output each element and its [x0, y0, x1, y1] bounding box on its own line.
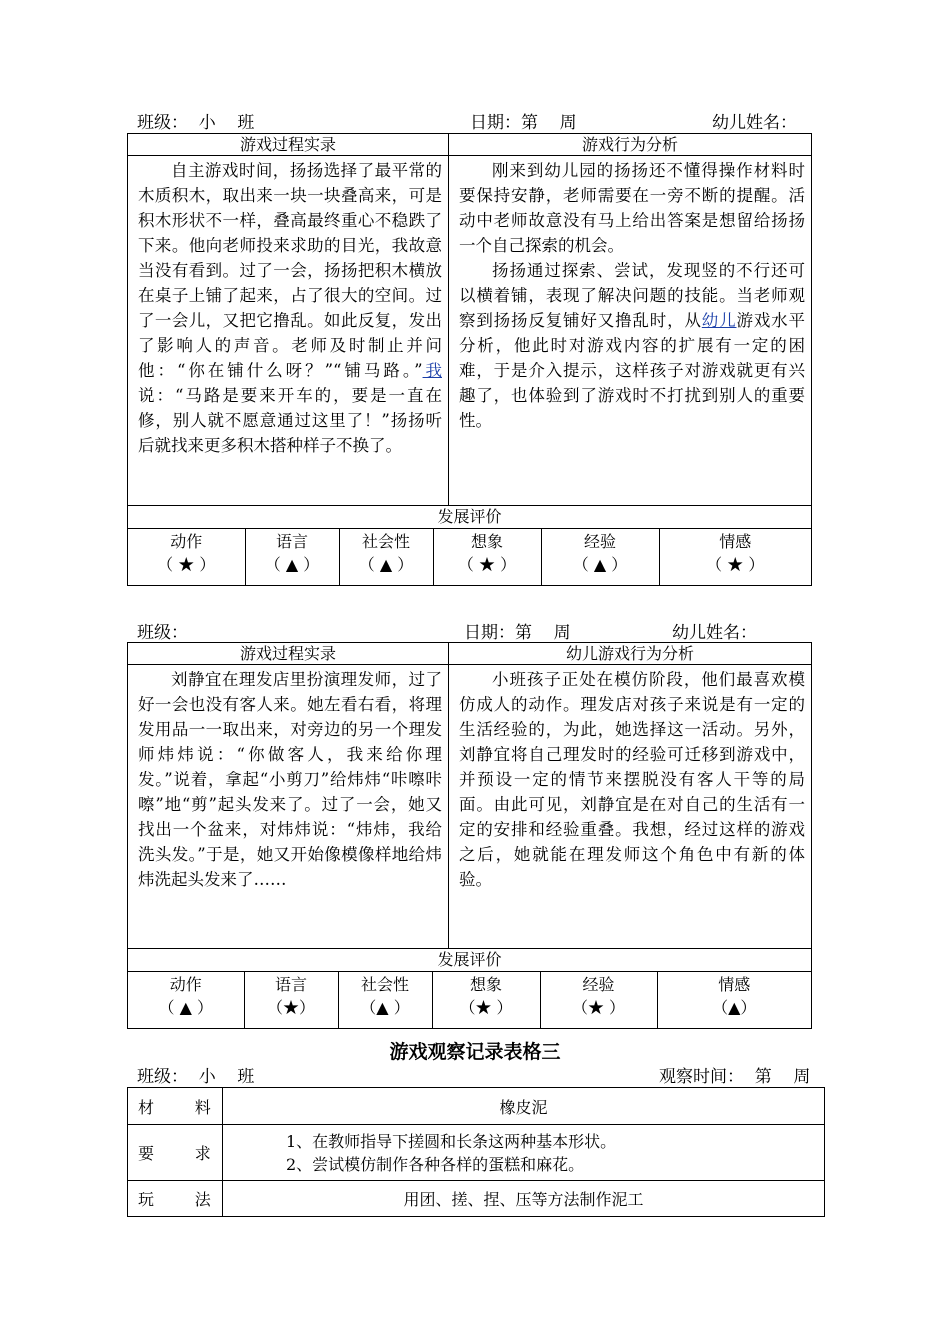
class-label: 班级： — [137, 623, 188, 643]
game-record-text: 刘静宜在理发店里扮演理发师，过了好一会也没有客人来。她左看右看，将理发用品一一取出来，对旁边的另一个理发师炜炜说：“你做客人，我来给你理发。”说着，拿起“小剪刀”给炜炜“咔嚓咔嚓”地“剪”起头发来了。过了一会，她又找出一个盆来，对炜炜说：“炜炜，我给洗头发。”于是，她又开始像模像样地给炜炜洗起头发来了…… — [128, 665, 449, 949]
eval-imagination: 想象 （★ ） — [432, 972, 540, 1028]
section3-header — [137, 1062, 827, 1086]
link-youer[interactable]: 幼儿 — [701, 311, 737, 330]
eval-imagination: 想象 （ ★ ） — [433, 529, 541, 585]
row-label-material: 材 料 — [128, 1088, 223, 1125]
requirement-line: 2、尝试模仿制作各种各样的蛋糕和麻花。 — [286, 1154, 585, 1174]
col-header-record: 游戏过程实录 — [128, 134, 449, 156]
section3-title: 游戏观察记录表格三 — [389, 1041, 561, 1063]
observation-time-label: 观察时间： 第 周 — [659, 1067, 811, 1087]
eval-experience: 经验 （ ▲ ） — [541, 529, 659, 585]
observation-table-3 — [127, 1087, 825, 1217]
col-header-record: 游戏过程实录 — [128, 643, 449, 665]
eval-emotion: 情感 （▲） — [712, 975, 757, 1017]
eval-language: 语言 （★） — [244, 972, 338, 1028]
eval-social: 社会性 （▲ ） — [338, 972, 432, 1028]
eval-social: 社会性 （ ▲ ） — [339, 529, 433, 585]
child-name-label: 幼儿姓名： — [712, 113, 797, 133]
eval-table-2 — [128, 972, 811, 1028]
eval-table-1 — [128, 529, 811, 585]
play-value: 用团、搓、捏、压等方法制作泥工 — [223, 1181, 825, 1217]
col-header-analysis: 幼儿游戏行为分析 — [449, 643, 812, 665]
class-label: 班级： 小 班 — [137, 1067, 255, 1087]
eval-emotion: 情感 （ ★ ） — [706, 532, 765, 574]
material-value: 橡皮泥 — [223, 1088, 825, 1125]
col-header-analysis: 游戏行为分析 — [449, 134, 812, 156]
eval-experience: 经验 （★ ） — [540, 972, 657, 1028]
observation-table-1 — [127, 133, 812, 586]
link-wo[interactable]: 我 — [422, 361, 442, 380]
requirement-value — [223, 1125, 825, 1181]
requirement-line: 1、在教师指导下搓圆和长条这两种基本形状。 — [286, 1131, 617, 1151]
observation-table-2 — [127, 642, 812, 1029]
class-label: 班级： 小 班 — [137, 113, 255, 133]
behavior-analysis-text: 小班孩子正处在模仿阶段，他们最喜欢模仿成人的动作。理发店对孩子来说是有一定的生活经验的，为此，她选择这一活动。另外，刘静宜将自己理发时的经验可迁移到游戏中，并预设一定的情节来摆脱没有客人干等的局面。由此可见，刘静宜是在对自己的生活有一定的安排和经验重叠。我想，经过这样的游戏之后，她就能在理发师这个角色中有新的体验。 — [449, 665, 812, 949]
row-label-requirement: 要 求 — [128, 1125, 223, 1181]
child-name-label: 幼儿姓名： — [672, 623, 757, 643]
row-label-play: 玩 法 — [128, 1181, 223, 1217]
behavior-analysis-text: 刚来到幼儿园的扬扬还不懂得操作材料时要保持安静，老师需要在一旁不断的提醒。活动中老师故意没有马上给出答案是想留给扬扬一个自己探索的机会。 扬扬通过探索、尝试，发现竖的不行还可以横着铺，表现了解决问题的技能。当老师观察到扬扬反复铺好又撸乱时，从幼儿游戏水平分析，他此时对游戏内容的扩展有一定的困难，于是介入提示，这样孩子对游戏就更有兴趣了，也体验到了游戏时不打扰到别人的重要性。 — [449, 156, 812, 506]
eval-title: 发展评价 — [128, 506, 812, 529]
section1-header — [137, 108, 817, 132]
eval-motion: 动作 （ ▲ ） — [128, 972, 244, 1028]
section2-header — [137, 618, 817, 642]
date-label: 日期：第 周 — [464, 623, 571, 643]
eval-motion: 动作 （ ★ ） — [128, 529, 245, 585]
game-record-text: 自主游戏时间，扬扬选择了最平常的木质积木，取出来一块一块叠高来，可是积木形状不一样，叠高最终重心不稳跌了下来。他向老师投来求助的目光，我故意当没有看到。过了一会，扬扬把积木横放在桌子上铺了起来，占了很大的空间。过了一会儿，又把它撸乱。如此反复，发出了影响人的声音。老师及时制止并问他：“你在铺什么呀？”“铺马路。”我说：“马路是要来开车的，要是一直在修，别人就不愿意通过这里了！”扬扬听后就找来更多积木搭种样子不换了。 — [128, 156, 449, 506]
eval-title: 发展评价 — [128, 949, 812, 972]
date-label: 日期：第 周 — [470, 113, 577, 133]
eval-language: 语言 （ ▲ ） — [245, 529, 339, 585]
